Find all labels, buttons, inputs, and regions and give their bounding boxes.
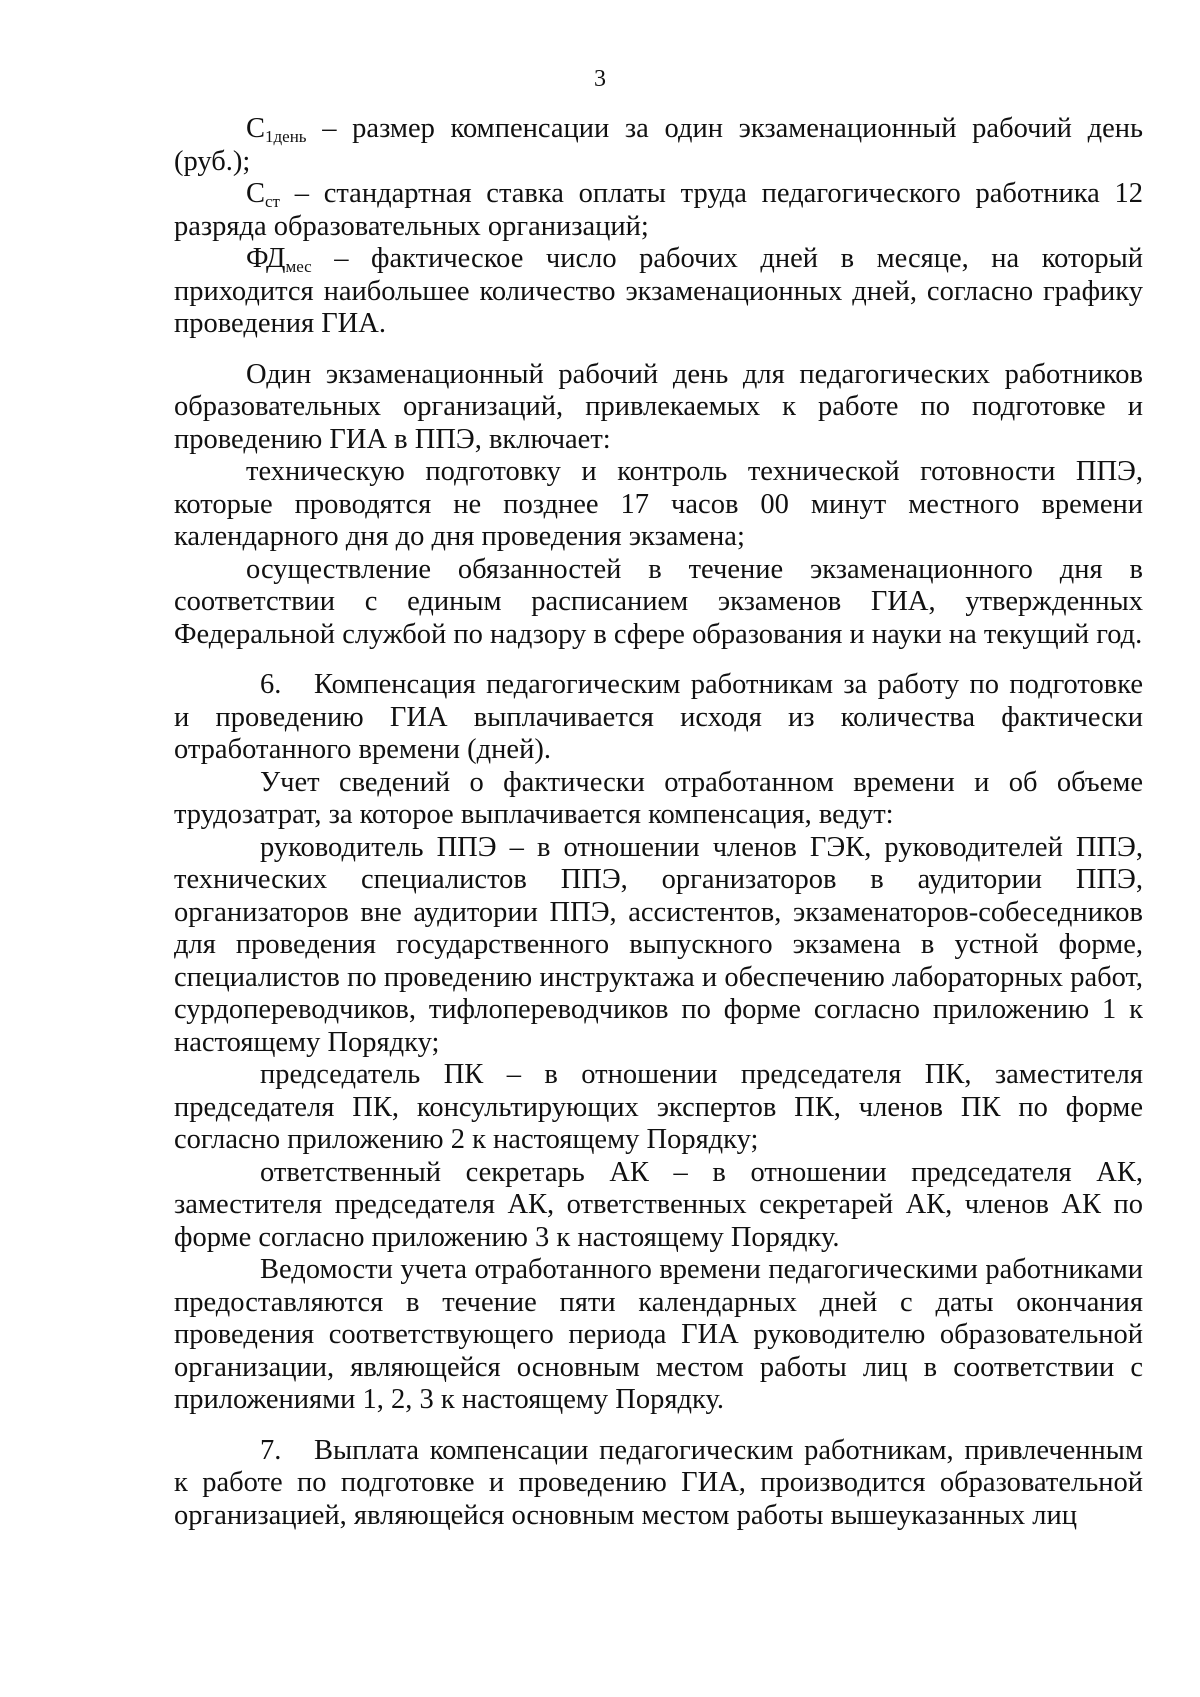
- page-number: 3: [594, 66, 606, 92]
- definition-symbol: ФД: [246, 243, 286, 274]
- definition-c1day: [174, 113, 1143, 178]
- section-7: [174, 1435, 1143, 1533]
- definition-subscript: ст: [265, 192, 280, 211]
- section-number: 6.: [260, 669, 282, 700]
- definition-subscript: мес: [285, 257, 312, 276]
- definition-text: – размер компенсации за один экзаменационный рабочий день (руб.);: [174, 113, 1143, 177]
- accounting-intro: Учет сведений о фактически отработанном времени и об объеме трудозатрат, за которое выплачивается компенсация, ведут:: [174, 766, 1143, 830]
- section-number: 7.: [260, 1434, 282, 1466]
- section-6: [174, 669, 1143, 767]
- definition-symbol: C: [246, 178, 266, 209]
- definition-text: – стандартная ставка оплаты труда педагогического работника 12 разряда образовательных организаций;: [174, 178, 1143, 242]
- exam-day-intro: Один экзаменационный рабочий день для педагогических работников образовательных организаций, привлекаемых к работе по подготовке и проведению ГИА в ППЭ, включает:: [174, 358, 1143, 455]
- section-text: Выплата компенсации педагогическим работникам, привлеченным к работе по подготовке и проведению ГИА, производится образовательной организацией, являющейся основным местом работы вышеуказанных лиц: [174, 1434, 1143, 1531]
- accounting-item-2: председатель ПК – в отношении председателя ПК, заместителя председателя ПК, консультирующих экспертов ПК, членов ПК по форме согласно приложению 2 к настоящему Порядку;: [174, 1059, 1143, 1155]
- statements-paragraph: Ведомости учета отработанного времени педагогическими работниками предоставляются в течение пяти календарных дней с даты окончания проведения соответствующего периода ГИА руководителю образовательной организации, являющейся основным местом работы лиц в соответствии с приложениями 1, 2, 3 к настоящему Порядку.: [174, 1254, 1143, 1415]
- definition-fdmes: [174, 243, 1143, 341]
- exam-day-item-2: осуществление обязанностей в течение экзаменационного дня в соответствии с единым расписанием экзаменов ГИА, утвержденных Федеральной службой по надзору в сфере образования и науки на текущий год.: [174, 553, 1143, 650]
- document-body: [174, 113, 1143, 1532]
- exam-day-item-1: техническую подготовку и контроль технической готовности ППЭ, которые проводятся не позднее 17 часов 00 минут местного времени календарного дня до дня проведения экзамена;: [174, 456, 1143, 552]
- accounting-item-1: руководитель ППЭ – в отношении членов ГЭК, руководителей ППЭ, технических специалистов ППЭ, организаторов в аудитории ППЭ, организаторов вне аудитории ППЭ, ассистентов, экзаменаторов-собеседников для проведения государственного выпускного экзамена в устной форме, специалистов по проведению инструктажа и обеспечению лабораторных работ, сурдопереводчиков, тифлопереводчиков по форме согласно приложению 1 к настоящему Порядку;: [174, 831, 1143, 1058]
- definition-symbol: C: [246, 113, 266, 144]
- definition-cst: [174, 178, 1143, 243]
- accounting-item-3: ответственный секретарь АК – в отношении председателя АК, заместителя председателя АК, ответственных секретарей АК, членов АК по форме согласно приложению 3 к настоящему Порядку.: [174, 1156, 1143, 1253]
- section-text: Компенсация педагогическим работникам за работу по подготовке и проведению ГИА выплачивается исходя из количества фактически отработанного времени (дней).: [174, 669, 1143, 765]
- definition-subscript: 1день: [265, 127, 307, 146]
- definition-text: – фактическое число рабочих дней в месяце, на который приходится наибольшее количество экзаменационных дней, согласно графику проведения ГИА.: [174, 243, 1143, 339]
